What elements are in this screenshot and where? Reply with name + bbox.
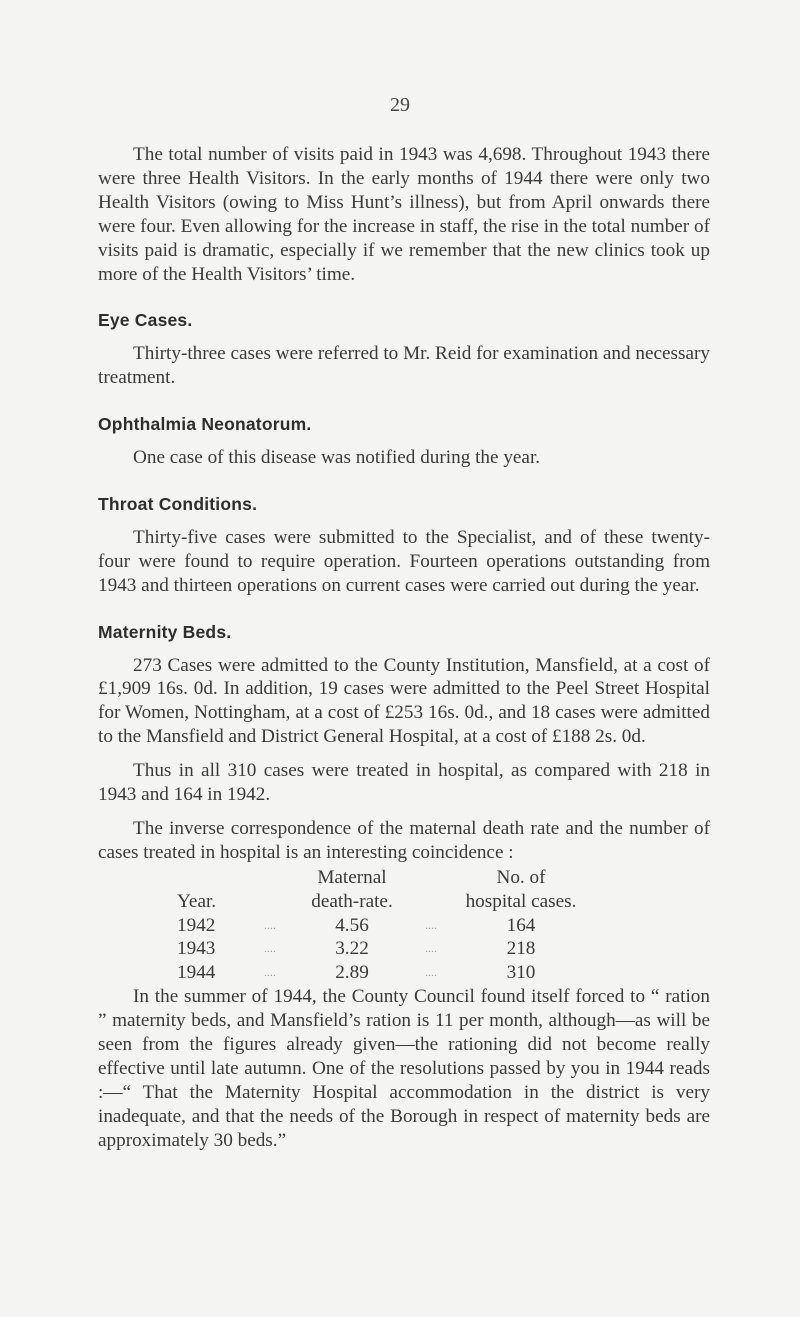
row-rate: 2.89 [335,962,369,984]
row-year: 1943 [177,938,216,960]
intro-paragraph: The total number of visits paid in 1943 was 4,698. Throughout 1943 there were three Health Visitors. In the early months of 1944 there were only two Health Visitors (owing to Miss Hunt’s illness), but from April onwards there were four. Even allowing for the increase in staff, the rise in the total number of visits paid is dramatic, especially if we remember that the new clinics took up more of the Health Visitors’ time. [98,144,710,285]
maternal-death-rate-table [177,866,591,986]
header-rate-top: Maternal [317,866,387,888]
maternity-paragraph-3: The inverse correspondence of the maternal death rate and the number of cases treated in hospital is an interesting coincidence : [98,817,710,863]
section-maternity [98,621,710,1153]
row-cases: 310 [506,962,536,984]
header-year: Year. [177,890,217,912]
row-rate: 3.22 [335,938,369,960]
row-rate: 4.56 [335,914,369,936]
eye-cases-text: Thirty-three cases were referred to Mr. Reid for examination and necessary treatment. [98,343,710,389]
table-header-row-top [177,866,591,890]
row-year: 1944 [177,962,216,984]
document-body [98,143,710,1153]
dot-leader: .... [264,917,276,932]
table-row [177,937,591,961]
table-header-row [177,890,591,914]
table-row [177,914,591,938]
section-throat [98,493,710,598]
dot-leader: .... [425,941,437,956]
section-eye-cases [98,309,710,390]
header-cases-top: No. of [496,866,546,888]
page-number: 29 [390,94,410,116]
table-row [177,961,591,985]
header-cases: hospital cases. [465,890,577,912]
dot-leader: .... [264,965,276,980]
maternity-paragraph-2: Thus in all 310 cases were treated in hospital, as compared with 218 in 1943 and 164 in 1942. [98,760,710,806]
maternity-paragraph-4: In the summer of 1944, the County Council found itself forced to “ ration ” maternity beds, and Mansfield’s ration is 11 per month, although—as will be seen from the figures already given—the rationing did not become really effective until late autumn. One of the resolutions passed by you in 1944 reads :—“ That the Maternity Hospital accommodation in the district is very inadequate, and that the needs of the Borough in respect of maternity beds are approximately 30 beds.” [98,986,710,1151]
dot-leader: .... [264,941,276,956]
maternity-paragraph-1: 273 Cases were admitted to the County Institution, Mansfield, at a cost of £1,909 16s. 0d. In addition, 19 cases were admitted to the Peel Street Hospital for Women, Nottingham, at a cost of £253 16s. 0d., and 18 cases were admitted to the Mansfield and District General Hospital, at a cost of £188 2s. 0d. [98,654,710,748]
dot-leader: .... [425,965,437,980]
header-rate: death-rate. [311,890,393,912]
throat-text: Thirty-five cases were submitted to the Specialist, and of these twenty-four were found to require operation. Fourteen operations outstanding from 1943 and thirteen operations on current cases were carried out during the year. [98,526,710,596]
row-cases: 164 [506,914,536,936]
row-cases: 218 [506,938,536,960]
heading-ophthalmia: Ophthalmia Neonatorum. [98,414,312,435]
ophthalmia-text: One case of this disease was notified during the year. [133,447,541,469]
heading-maternity: Maternity Beds. [98,621,232,642]
heading-throat: Throat Conditions. [98,493,258,514]
dot-leader: .... [425,917,437,932]
heading-eye-cases: Eye Cases. [98,310,193,331]
section-ophthalmia [98,413,710,470]
row-year: 1942 [177,914,216,936]
